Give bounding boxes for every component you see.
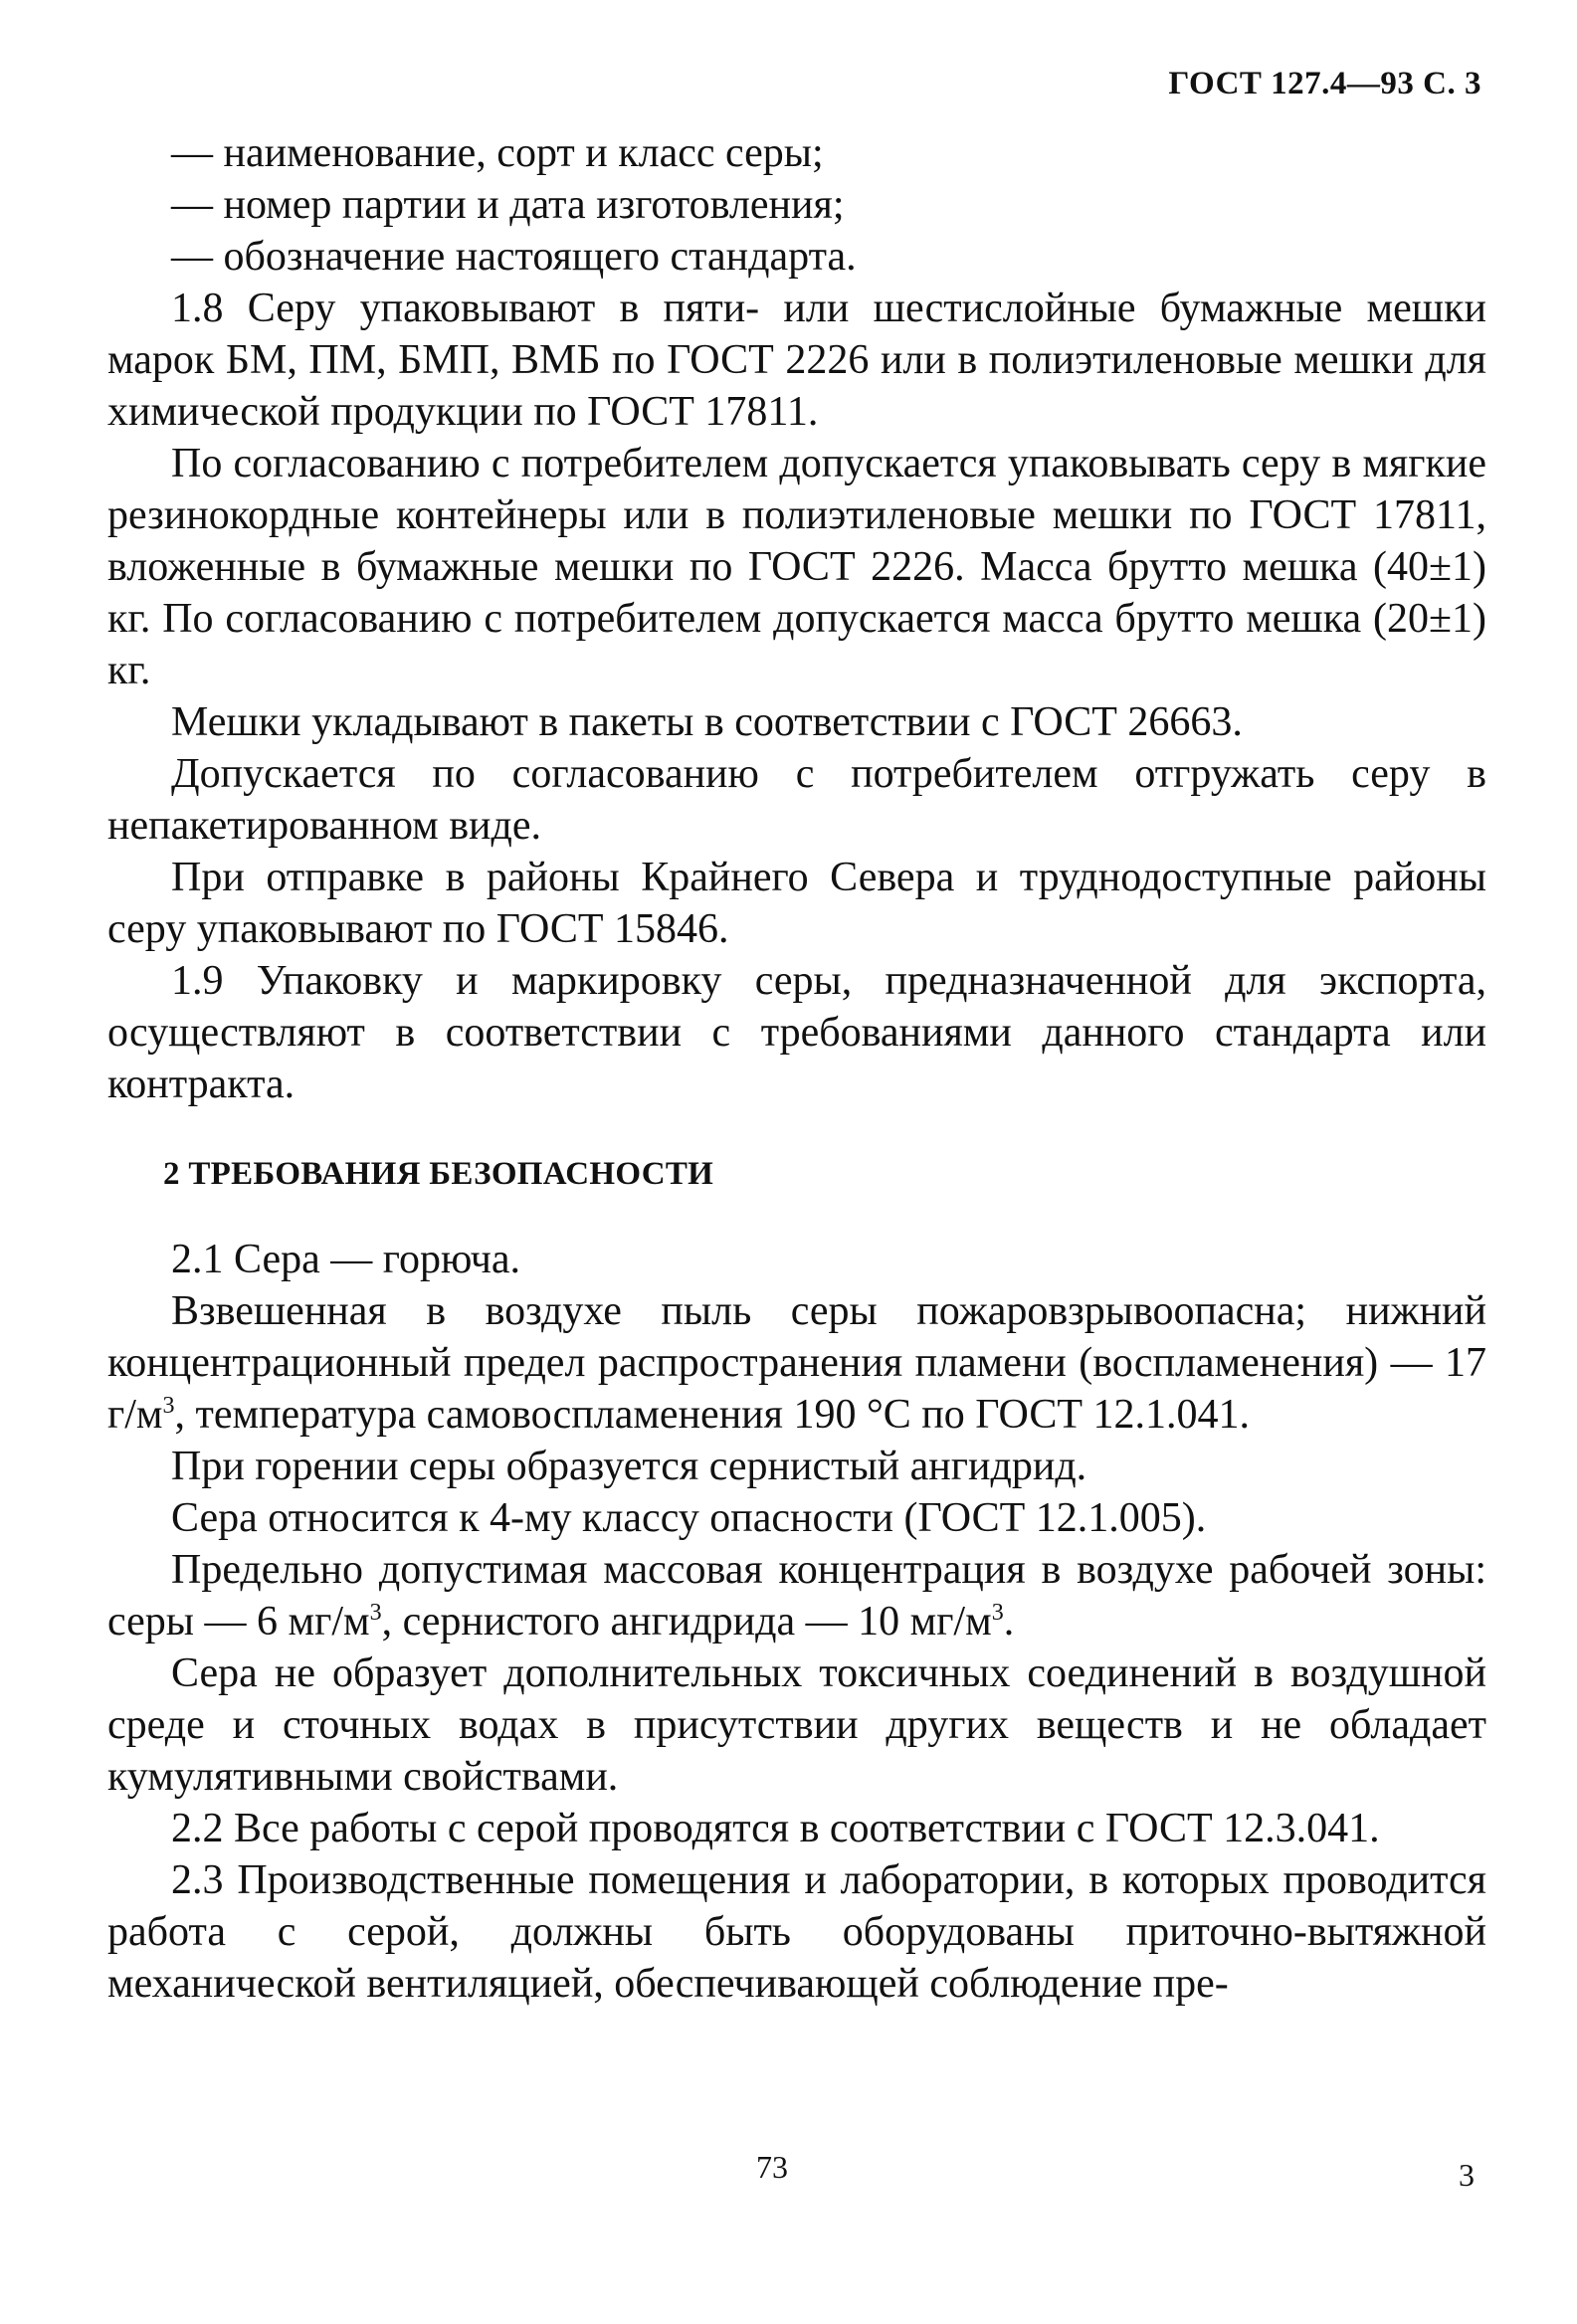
paragraph-2-3: 2.3 Производственные помещения и лаборатории, в которых проводится работа с серой, должны быть оборудованы приточно-вытяжной механической вентиляцией, обеспечивающей соблюдение пре- bbox=[107, 1857, 1486, 2007]
superscript: 3 bbox=[369, 1600, 382, 1626]
section-title: 2 ТРЕБОВАНИЯ БЕЗОПАСНОСТИ bbox=[163, 1156, 714, 1192]
text-segment: Предельно допустимая массовая концентрация в воздухе рабочей зоны: серы — 6 мг/м bbox=[107, 1547, 1486, 1645]
paragraph-2-1: 2.1 Сера — горюча. bbox=[171, 1237, 521, 1282]
list-item: — номер партии и дата изготовления; bbox=[171, 182, 845, 228]
superscript: 3 bbox=[991, 1600, 1004, 1626]
paragraph-toxicity: Сера не образует дополнительных токсичных соединений в воздушной среде и сточных водах в присутствии других веществ и не обладает кумулятивными свойствами. bbox=[107, 1650, 1486, 1800]
paragraph-1-9: 1.9 Упаковку и маркировку серы, предназначенной для экспорта, осуществляют в соответствии с требованиями данного стандарта или контракта. bbox=[107, 958, 1486, 1107]
paragraph-1-8: 1.8 Серу упаковывают в пяти- или шестислойные бумажные мешки марок БМ, ПМ, БМП, ВМБ по ГОСТ 2226 или в полиэтиленовые мешки для химической продукции по ГОСТ 17811. bbox=[107, 286, 1486, 435]
paragraph-hazard-class: Сера относится к 4-му классу опасности (ГОСТ 12.1.005). bbox=[171, 1495, 1207, 1541]
list-item: — обозначение настоящего стандарта. bbox=[171, 234, 857, 280]
sheet-number: 3 bbox=[1459, 2157, 1475, 2193]
running-header: ГОСТ 127.4—93 С. 3 bbox=[1168, 66, 1481, 101]
paragraph-packets: Мешки укладывают в пакеты в соответствии с ГОСТ 26663. bbox=[171, 699, 1243, 745]
paragraph-combustion: При горении серы образуется сернистый ангидрид. bbox=[171, 1444, 1087, 1489]
text-segment: , температура самовоспламенения 190 °С по ГОСТ 12.1.041. bbox=[174, 1392, 1250, 1438]
paragraph-far-north: При отправке в районы Крайнего Севера и труднодоступные районы серу упаковывают по ГОСТ 15846. bbox=[107, 855, 1486, 952]
paragraph-dust-explosive bbox=[107, 1285, 1486, 1441]
text-segment: Взвешенная в воздухе пыль серы пожаровзрывоопасна; нижний концентрационный предел распространения пламени (воспламенения) — 17 г/м bbox=[107, 1288, 1486, 1438]
paragraph-max-concentration bbox=[107, 1544, 1486, 1647]
paragraph-agreement-packaging: По согласованию с потребителем допускается упаковывать серу в мягкие резинокордные контейнеры или в полиэтиленовые мешки по ГОСТ 17811, вложенные в бумажные мешки по ГОСТ 2226. Масса брутто мешка (40±1) кг. По согласованию с потребителем допускается масса брутто мешка (20±1) кг. bbox=[107, 441, 1486, 693]
document-body bbox=[107, 127, 1486, 2010]
paragraph-2-2: 2.2 Все работы с серой проводятся в соответствии с ГОСТ 12.3.041. bbox=[171, 1806, 1380, 1851]
page-number: 73 bbox=[756, 2149, 788, 2185]
superscript: 3 bbox=[162, 1393, 175, 1419]
text-segment: , сернистого ангидрида — 10 мг/м bbox=[381, 1599, 992, 1645]
list-item: — наименование, сорт и класс серы; bbox=[171, 130, 824, 176]
paragraph-unpacketed: Допускается по согласованию с потребителем отгружать серу в непакетированном виде. bbox=[107, 751, 1486, 849]
text-segment: . bbox=[1003, 1599, 1015, 1645]
